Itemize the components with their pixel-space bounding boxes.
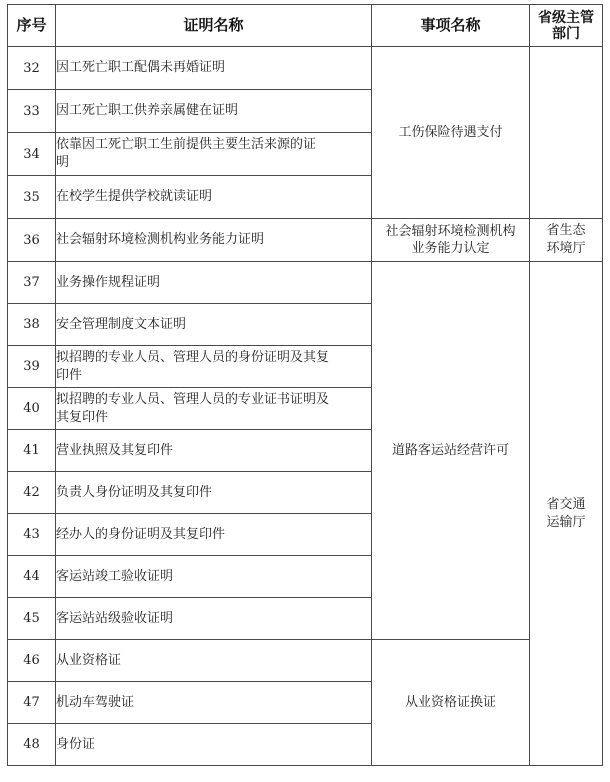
row-num: 33: [8, 90, 56, 133]
row-num: 38: [8, 304, 56, 346]
header-dept-line2: 部门: [552, 25, 580, 42]
header-name: 证明名称: [56, 5, 372, 47]
row-name: [56, 133, 372, 176]
row-name: 从业资格证: [56, 640, 372, 682]
row-name-line1: 拟招聘的专业人员、管理人员的专业证书证明及: [56, 391, 330, 407]
row-name: 机动车驾驶证: [56, 682, 372, 724]
dept-empty: [530, 47, 603, 219]
row-num: 32: [8, 47, 56, 90]
row-name-line1: 依靠因工死亡职工生前提供主要生活来源的证: [56, 137, 317, 152]
item-radiation: [372, 219, 530, 262]
row-num: 34: [8, 133, 56, 176]
row-num: 47: [8, 682, 56, 724]
row-num: 40: [8, 388, 56, 430]
item-radiation-line2: 业务能力认定: [411, 241, 490, 256]
header-item: 事项名称: [372, 5, 530, 47]
dept-transport: [530, 262, 603, 766]
row-name: 客运站站级验收证明: [56, 598, 372, 640]
row-name: 业务操作规程证明: [56, 262, 372, 304]
row-num: 39: [8, 346, 56, 388]
certificate-table: [7, 4, 603, 766]
table-row: [8, 262, 603, 304]
dept-transport-line2: 运输厅: [546, 514, 586, 530]
row-name: 客运站竣工验收证明: [56, 556, 372, 598]
item-radiation-line1: 社会辐射环境检测机构: [385, 224, 516, 239]
row-name: [56, 346, 372, 388]
dept-transport-line1: 省交通: [546, 496, 586, 512]
header-dept-line1: 省级主管: [538, 9, 594, 26]
row-num: 36: [8, 219, 56, 262]
row-num: 46: [8, 640, 56, 682]
header-row: [8, 5, 603, 47]
dept-environment-line2: 环境厅: [546, 241, 586, 256]
header-num: 序号: [8, 5, 56, 47]
dept-environment: [530, 219, 603, 262]
dept-environment-line1: 省生态: [546, 223, 586, 238]
row-num: 37: [8, 262, 56, 304]
item-road-passenger: 道路客运站经营许可: [372, 262, 530, 640]
row-num: 42: [8, 472, 56, 514]
row-num: 44: [8, 556, 56, 598]
row-name: 负责人身份证明及其复印件: [56, 472, 372, 514]
row-name: 因工死亡职工供养亲属健在证明: [56, 90, 372, 133]
item-qualification-renewal: 从业资格证换证: [372, 640, 530, 766]
row-name: 安全管理制度文本证明: [56, 304, 372, 346]
row-name: 在校学生提供学校就读证明: [56, 176, 372, 219]
row-name-line2: 印件: [56, 367, 83, 383]
table-row: [8, 47, 603, 90]
header-dept: [530, 5, 603, 47]
row-name: 经办人的身份证明及其复印件: [56, 514, 372, 556]
row-name: 营业执照及其复印件: [56, 430, 372, 472]
table-row: [8, 219, 603, 262]
row-name: 身份证: [56, 724, 372, 766]
table-row: [8, 640, 603, 682]
row-num: 45: [8, 598, 56, 640]
row-name-line2: 明: [56, 155, 70, 170]
row-name-line2: 其复印件: [56, 409, 109, 425]
row-num: 48: [8, 724, 56, 766]
item-injury-insurance: 工伤保险待遇支付: [372, 47, 530, 219]
row-name: 因工死亡职工配偶未再婚证明: [56, 47, 372, 90]
row-num: 43: [8, 514, 56, 556]
row-name-line1: 拟招聘的专业人员、管理人员的身份证明及其复: [56, 349, 330, 365]
row-name: [56, 388, 372, 430]
row-name: 社会辐射环境检测机构业务能力证明: [56, 219, 372, 262]
row-num: 41: [8, 430, 56, 472]
row-num: 35: [8, 176, 56, 219]
